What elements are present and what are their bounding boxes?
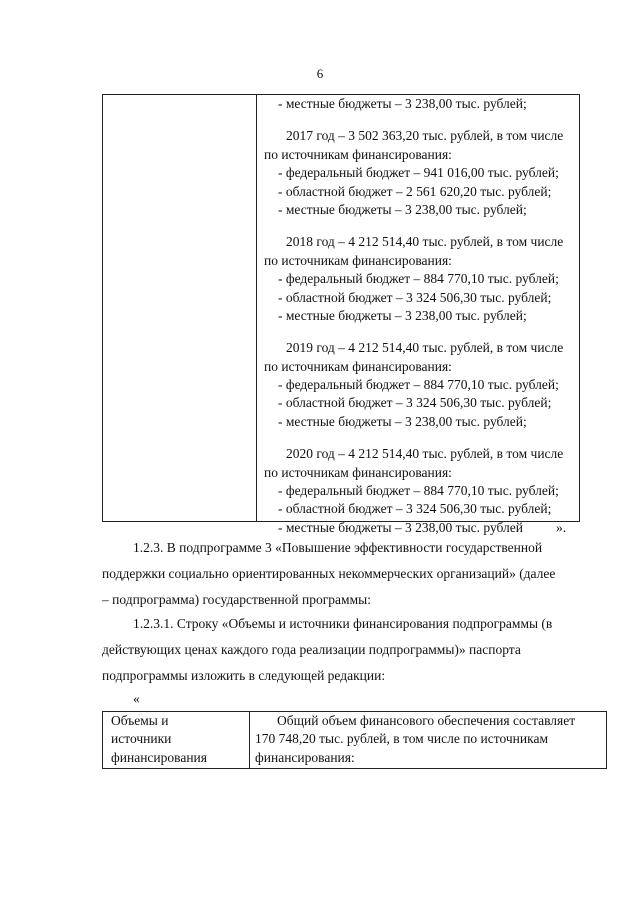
page-number: 6 xyxy=(316,66,324,81)
funding-line: - местные бюджеты – 3 238,00 тыс. рублей; xyxy=(278,201,527,217)
funding-table-new xyxy=(102,711,607,769)
opening-quote: « xyxy=(133,691,140,706)
table-column-divider xyxy=(256,95,257,521)
funding-table-continued xyxy=(102,94,580,535)
funding-gap xyxy=(264,325,576,339)
row-value-line: 170 748,20 тыс. рублей, в том числе по источникам xyxy=(255,731,549,747)
funding-gap xyxy=(264,113,576,127)
row-header-line: финансирования xyxy=(111,749,207,765)
row-header-cell xyxy=(111,712,247,767)
paragraph-line: 1.2.3. В подпрограмме 3 «Повышение эффективности государственной xyxy=(133,540,543,555)
funding-line: - федеральный бюджет – 884 770,10 тыс. рублей; xyxy=(278,271,559,287)
funding-line: - федеральный бюджет – 884 770,10 тыс. рублей; xyxy=(278,483,559,499)
row-header-line: источники xyxy=(111,731,172,747)
funding-line: - областной бюджет – 3 324 506,30 тыс. рублей; xyxy=(278,395,552,411)
funding-year-line: 2020 год – 4 212 514,40 тыс. рублей, в том числе xyxy=(286,446,564,462)
paragraph-line: поддержки социально ориентированных некоммерческих организаций» (далее xyxy=(102,566,556,581)
funding-line: - местные бюджеты – 3 238,00 тыс. рублей; xyxy=(278,307,527,323)
closing-quote: ». xyxy=(556,520,567,535)
funding-line: - федеральный бюджет – 941 016,00 тыс. рублей; xyxy=(278,165,559,181)
funding-year-line: 2017 год – 3 502 363,20 тыс. рублей, в том числе xyxy=(286,128,564,144)
paragraph-subprogram-3 xyxy=(102,535,580,613)
funding-year-line: 2018 год – 4 212 514,40 тыс. рублей, в том числе xyxy=(286,234,564,250)
funding-line: по источникам финансирования: xyxy=(264,146,452,162)
table-column-divider xyxy=(249,712,250,768)
paragraph-line: – подпрограмма) государственной программы: xyxy=(102,592,371,607)
funding-line: по источникам финансирования: xyxy=(264,252,452,268)
funding-line: - областной бюджет – 3 324 506,30 тыс. рублей; xyxy=(278,501,552,517)
funding-line: - федеральный бюджет – 884 770,10 тыс. рублей; xyxy=(278,377,559,393)
row-header-line: Объемы и xyxy=(111,713,169,728)
funding-line: - местные бюджеты – 3 238,00 тыс. рублей xyxy=(278,519,524,535)
funding-line: - местные бюджеты – 3 238,00 тыс. рублей; xyxy=(278,96,527,111)
funding-year-line: 2019 год – 4 212 514,40 тыс. рублей, в том числе xyxy=(286,340,564,356)
row-value-line: финансирования: xyxy=(255,749,355,765)
funding-line: по источникам финансирования: xyxy=(264,464,452,480)
paragraph-funding-row xyxy=(102,611,580,689)
row-value-line: Общий объем финансового обеспечения составляет xyxy=(277,713,576,728)
row-value-cell xyxy=(255,712,605,767)
funding-gap xyxy=(264,219,576,233)
funding-line: - областной бюджет – 3 324 506,30 тыс. рублей; xyxy=(278,289,552,305)
funding-table-right-cell xyxy=(264,95,576,537)
funding-line: - областной бюджет – 2 561 620,20 тыс. рублей; xyxy=(278,183,552,199)
paragraph-line: подпрограммы изложить в следующей редакции: xyxy=(102,668,386,683)
funding-line: по источникам финансирования: xyxy=(264,358,452,374)
paragraph-line: 1.2.3.1. Строку «Объемы и источники финансирования подпрограммы (в xyxy=(133,616,553,631)
funding-gap xyxy=(264,431,576,445)
funding-line: - местные бюджеты – 3 238,00 тыс. рублей; xyxy=(278,413,527,429)
paragraph-line: действующих ценах каждого года реализации подпрограммы)» паспорта xyxy=(102,642,521,657)
